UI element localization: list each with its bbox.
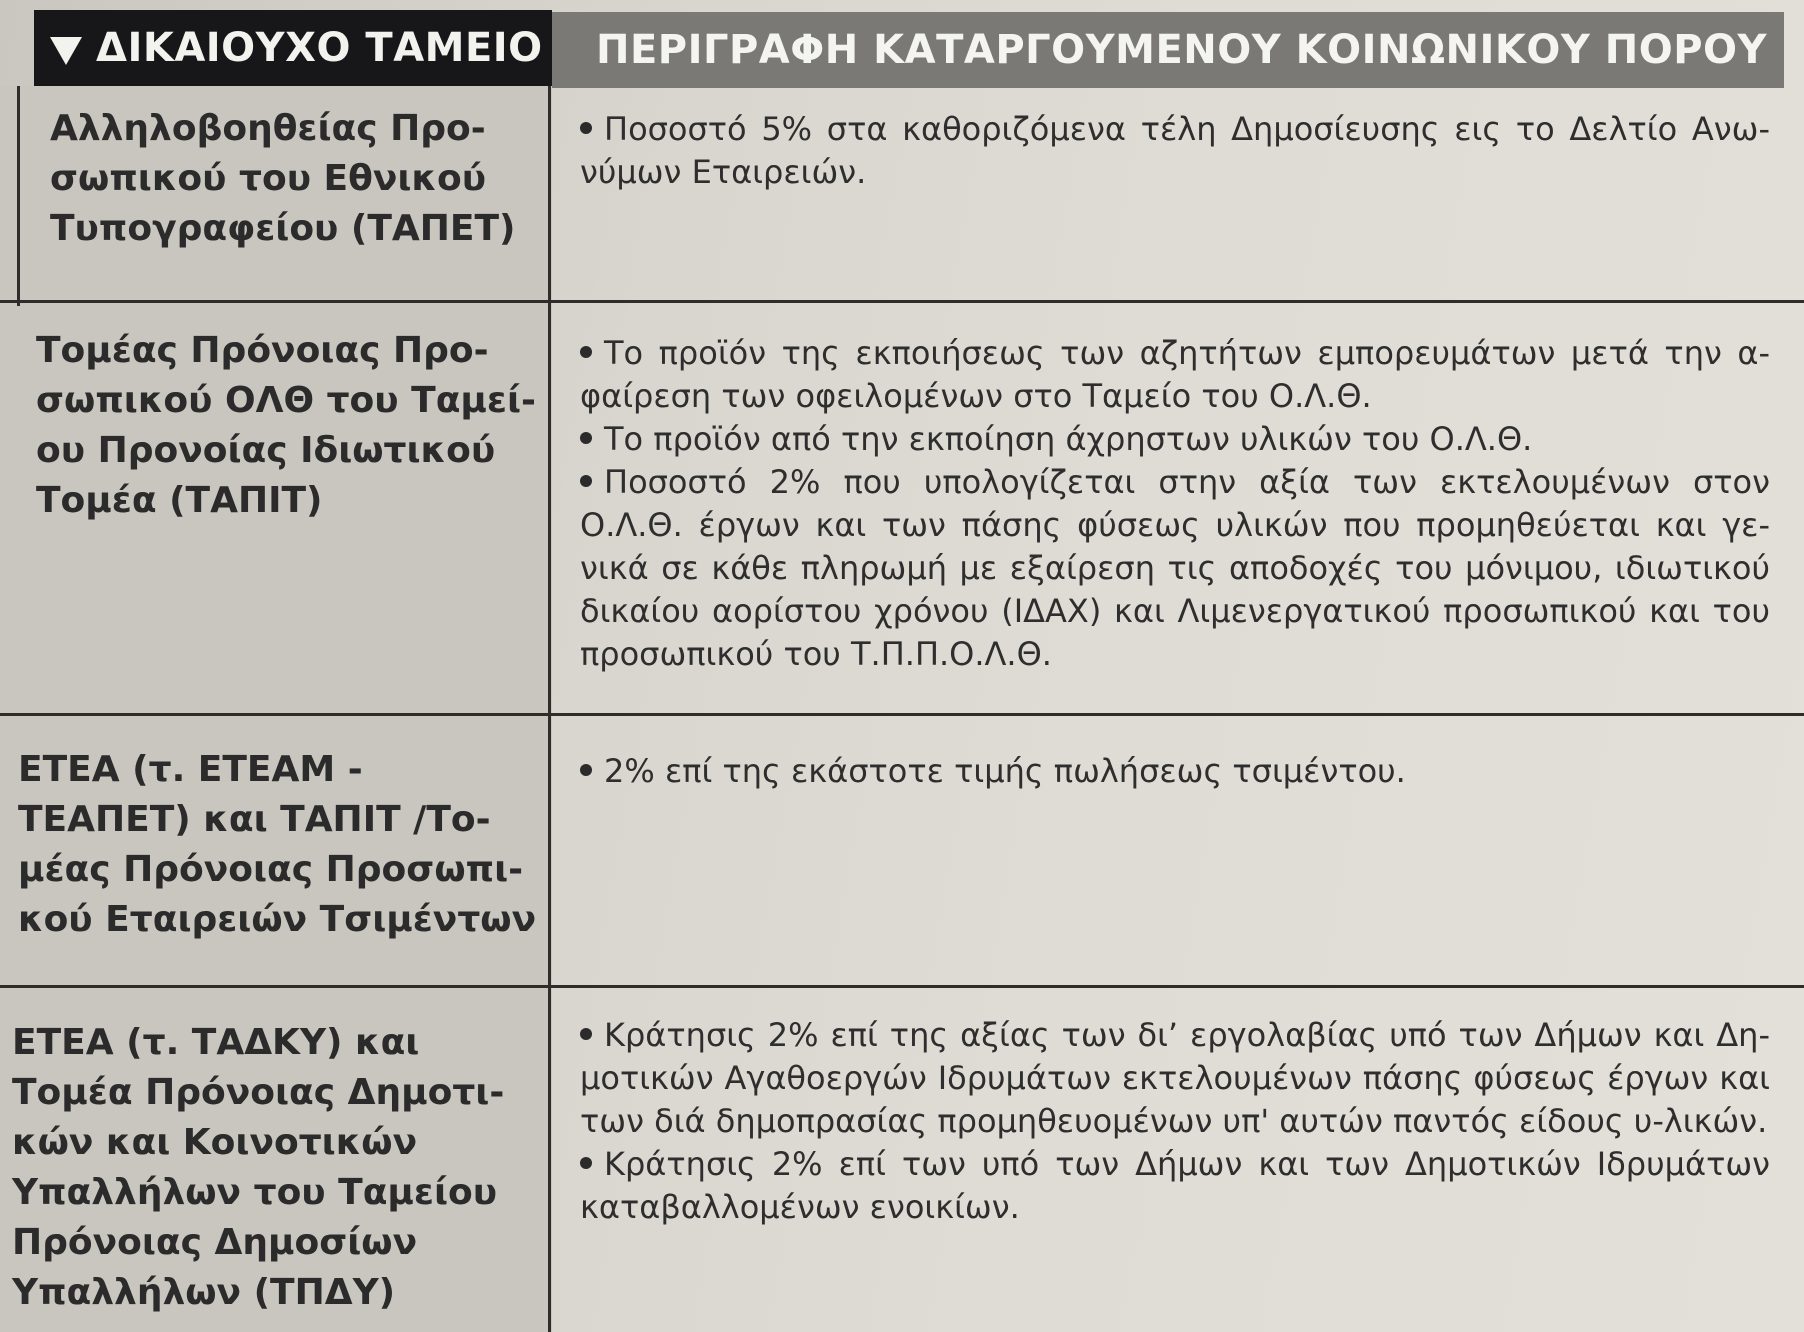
list-item: Το προϊόν από την εκποίηση άχρηστων υλικών του Ο.Λ.Θ. (580, 418, 1770, 461)
description-cell (580, 1014, 1770, 1229)
list-item: Κράτησις 2% επί της αξίας των δι’ εργολαβίας υπό των Δήμων και Δη-μοτικών Αγαθοεργών Ιδρυμάτων εκτελουμένων πάσης φύσεως έργων και των διά δημοπρασίας προμηθευομένων υπ' αυτών παντός είδους υ-λικών. (580, 1016, 1770, 1140)
list-item: Το προϊόν της εκποιήσεως των αζητήτων εμπορευμάτων μετά την α-φαίρεση των οφειλομένων στο Ταμείο του Ο.Λ.Θ. (580, 334, 1770, 415)
list-item: Κράτησις 2% επί των υπό των Δήμων και των Δημοτικών Ιδρυμάτων καταβαλλομένων ενοικίων. (580, 1145, 1770, 1226)
fund-cell: ΕΤΕΑ (τ. ΤΑΔΚΥ) και Τομέα Πρόνοιας Δημοτι- κών και Κοινοτικών Υπαλλήλων του Ταμείου Πρόνοιας Δημοσίων Υπαλλήλων (ΤΠΔΥ) (12, 1022, 505, 1313)
fund-cell: ΕΤΕΑ (τ. ΕΤΕΑΜ - ΤΕΑΠΕΤ) και ΤΑΠΙΤ /Το- μέας Πρόνοιας Προσωπι- κού Εταιρειών Τσιμέντων (18, 749, 537, 940)
bullet-icon (580, 1028, 592, 1040)
row-divider (0, 300, 1804, 303)
list-item: 2% επί της εκάστοτε τιμής πωλήσεως τσιμέντου. (580, 750, 1770, 793)
list-item: Ποσοστό 5% στα καθοριζόμενα τέλη Δημοσίευσης εις το Δελτίο Ανω-νύμων Εταιρειών. (580, 110, 1770, 191)
bullet-icon (580, 764, 592, 776)
header-left-label: ΔΙΚΑΙΟΥΧΟ ΤΑΜΕΙΟ (96, 25, 543, 71)
description-cell (580, 750, 1770, 793)
bullet-icon (580, 432, 592, 444)
description-cell (580, 332, 1770, 676)
row-divider (0, 713, 1804, 716)
triangle-down-icon (50, 37, 82, 65)
fund-cell: Τομέας Πρόνοιας Προ- σωπικού ΟΛΘ του Ταμεί- ου Προνοίας Ιδιωτικού Τομέα (ΤΑΠΙΤ) (36, 330, 536, 521)
header-right-label: ΠΕΡΙΓΡΑΦΗ ΚΑΤΑΡΓΟΥΜΕΝΟΥ ΚΟΙΝΩΝΙΚΟΥ ΠΟΡΟΥ (596, 27, 1768, 73)
bullet-icon (580, 1157, 592, 1169)
header-beneficiary-fund (34, 10, 552, 86)
description-cell (580, 108, 1770, 194)
bullet-icon (580, 122, 592, 134)
bullet-icon (580, 475, 592, 487)
column-divider (548, 86, 551, 1332)
row-divider (0, 985, 1804, 988)
bullet-icon (580, 346, 592, 358)
fund-cell: Αλληλοβοηθείας Προ- σωπικού του Εθνικού Τυπογραφείου (ΤΑΠΕΤ) (50, 108, 516, 249)
list-item: Ποσοστό 2% που υπολογίζεται στην αξία των εκτελουμένων στον Ο.Λ.Θ. έργων και των πάσης φύσεως υλικών που προμηθεύεται και γε-νικά σε κάθε πληρωμή με εξαίρεση τις αποδοχές του μόνιμου, ιδιωτικού δικαίου αορίστου χρόνου (ΙΔΑΧ) και Λιμενεργατικού προσωπικού και του προσωπικού του Τ.Π.Π.Ο.Λ.Θ. (580, 463, 1770, 673)
header-resource-description (552, 12, 1784, 88)
